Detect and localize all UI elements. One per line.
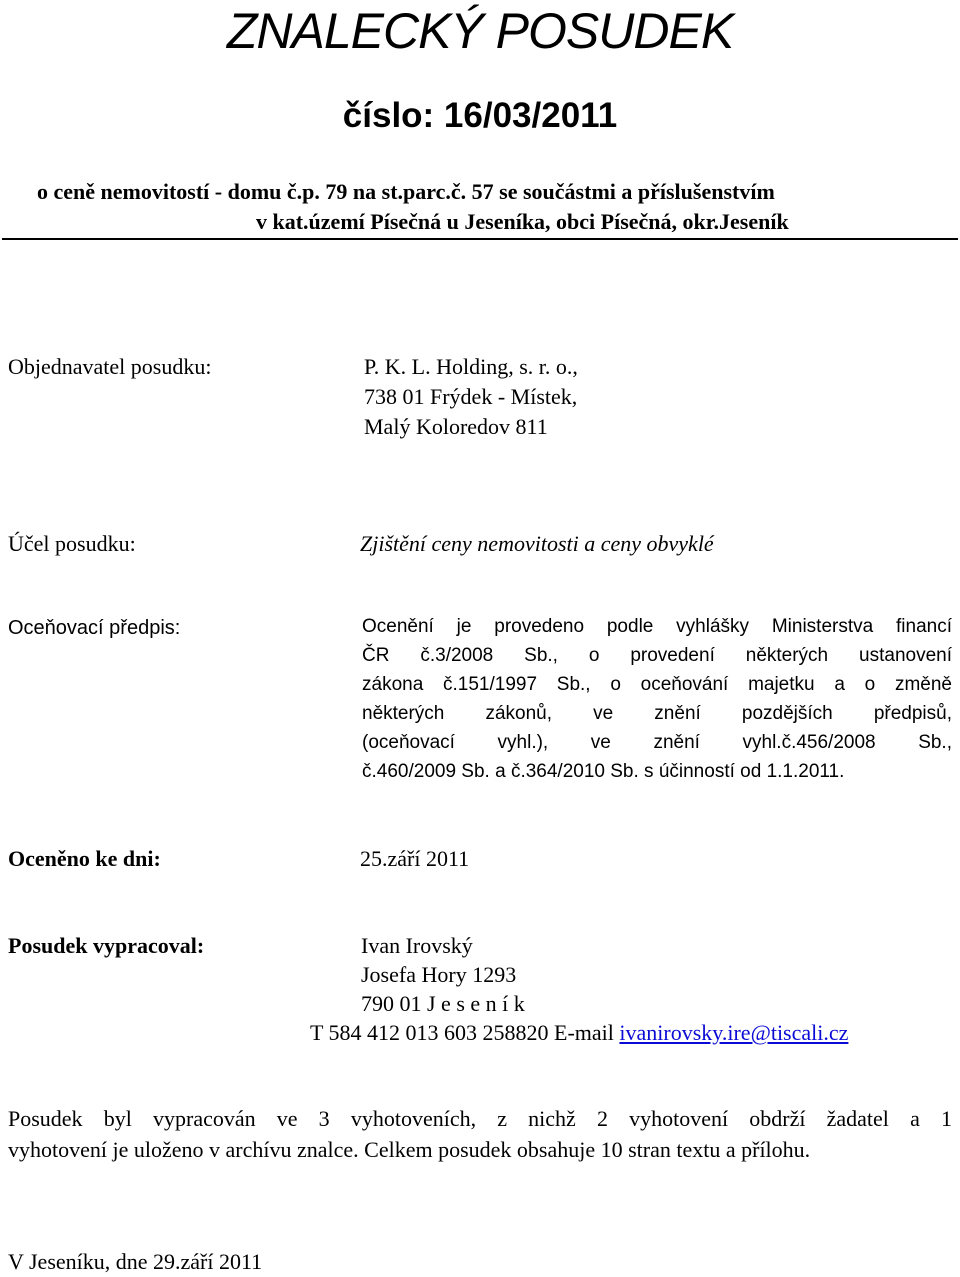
copies-note bbox=[8, 1106, 952, 1168]
author-phone: T 584 412 013 603 258820 E-mail bbox=[310, 1020, 620, 1045]
client-label: Objednavatel posudku: bbox=[8, 354, 212, 379]
regulation-line: Ocenění je provedeno podle vyhlášky Ministerstva financí bbox=[362, 616, 952, 637]
valuation-date-label: Oceněno ke dni: bbox=[8, 846, 161, 871]
valuation-date-value: 25.září 2011 bbox=[360, 846, 470, 871]
regulation-label: Oceňovací předpis: bbox=[8, 617, 181, 639]
client-street: Malý Koloredov 811 bbox=[364, 414, 548, 439]
client-name: P. K. L. Holding, s. r. o., bbox=[364, 354, 578, 379]
note-line-2: vyhotovení je uloženo v archívu znalce. Celkem posudek obsahuje 10 stran textu a přílohu. bbox=[8, 1137, 811, 1162]
regulation-line: zákona č.151/1997 Sb., o oceňování majetku a o změně bbox=[362, 674, 952, 695]
regulation-text bbox=[362, 616, 952, 790]
email-link[interactable]: ivanirovsky.ire@tiscali.cz bbox=[619, 1020, 849, 1045]
purpose-label: Účel posudku: bbox=[8, 531, 136, 556]
author-city: 790 01 J e s e n í k bbox=[361, 991, 525, 1016]
subject-line-1: o ceně nemovitostí - domu č.p. 79 na st.parc.č. 57 se součástmi a příslušenstvím bbox=[37, 179, 775, 204]
author-street: Josefa Hory 1293 bbox=[361, 962, 517, 987]
place-date: V Jeseníku, dne 29.září 2011 bbox=[8, 1249, 263, 1274]
note-line-1: Posudek byl vypracován ve 3 vyhotoveních, z nichž 2 vyhotovení obdrží žadatel a 1 bbox=[8, 1106, 952, 1131]
author-name: Ivan Irovský bbox=[361, 933, 473, 958]
regulation-line: (oceňovací vyhl.), ve znění vyhl.č.456/2008 Sb., bbox=[362, 732, 952, 753]
author-label: Posudek vypracoval: bbox=[8, 933, 205, 958]
document-number: číslo: 16/03/2011 bbox=[342, 96, 618, 135]
document-title: ZNALECKÝ POSUDEK bbox=[226, 3, 734, 59]
regulation-line: č.460/2009 Sb. a č.364/2010 Sb. s účinností od 1.1.2011. bbox=[362, 761, 845, 782]
regulation-line: některých zákonů, ve znění pozdějších předpisů, bbox=[362, 703, 952, 724]
author-contact bbox=[310, 1020, 848, 1046]
purpose-value: Zjištění ceny nemovitosti a ceny obvyklé bbox=[360, 531, 714, 556]
subject-line-2: v kat.území Písečná u Jeseníka, obci Písečná, okr.Jeseník bbox=[256, 209, 789, 234]
regulation-line: ČR č.3/2008 Sb., o provedení některých ustanovení bbox=[362, 645, 952, 666]
divider-line bbox=[2, 238, 958, 240]
client-city: 738 01 Frýdek - Místek, bbox=[364, 384, 578, 409]
